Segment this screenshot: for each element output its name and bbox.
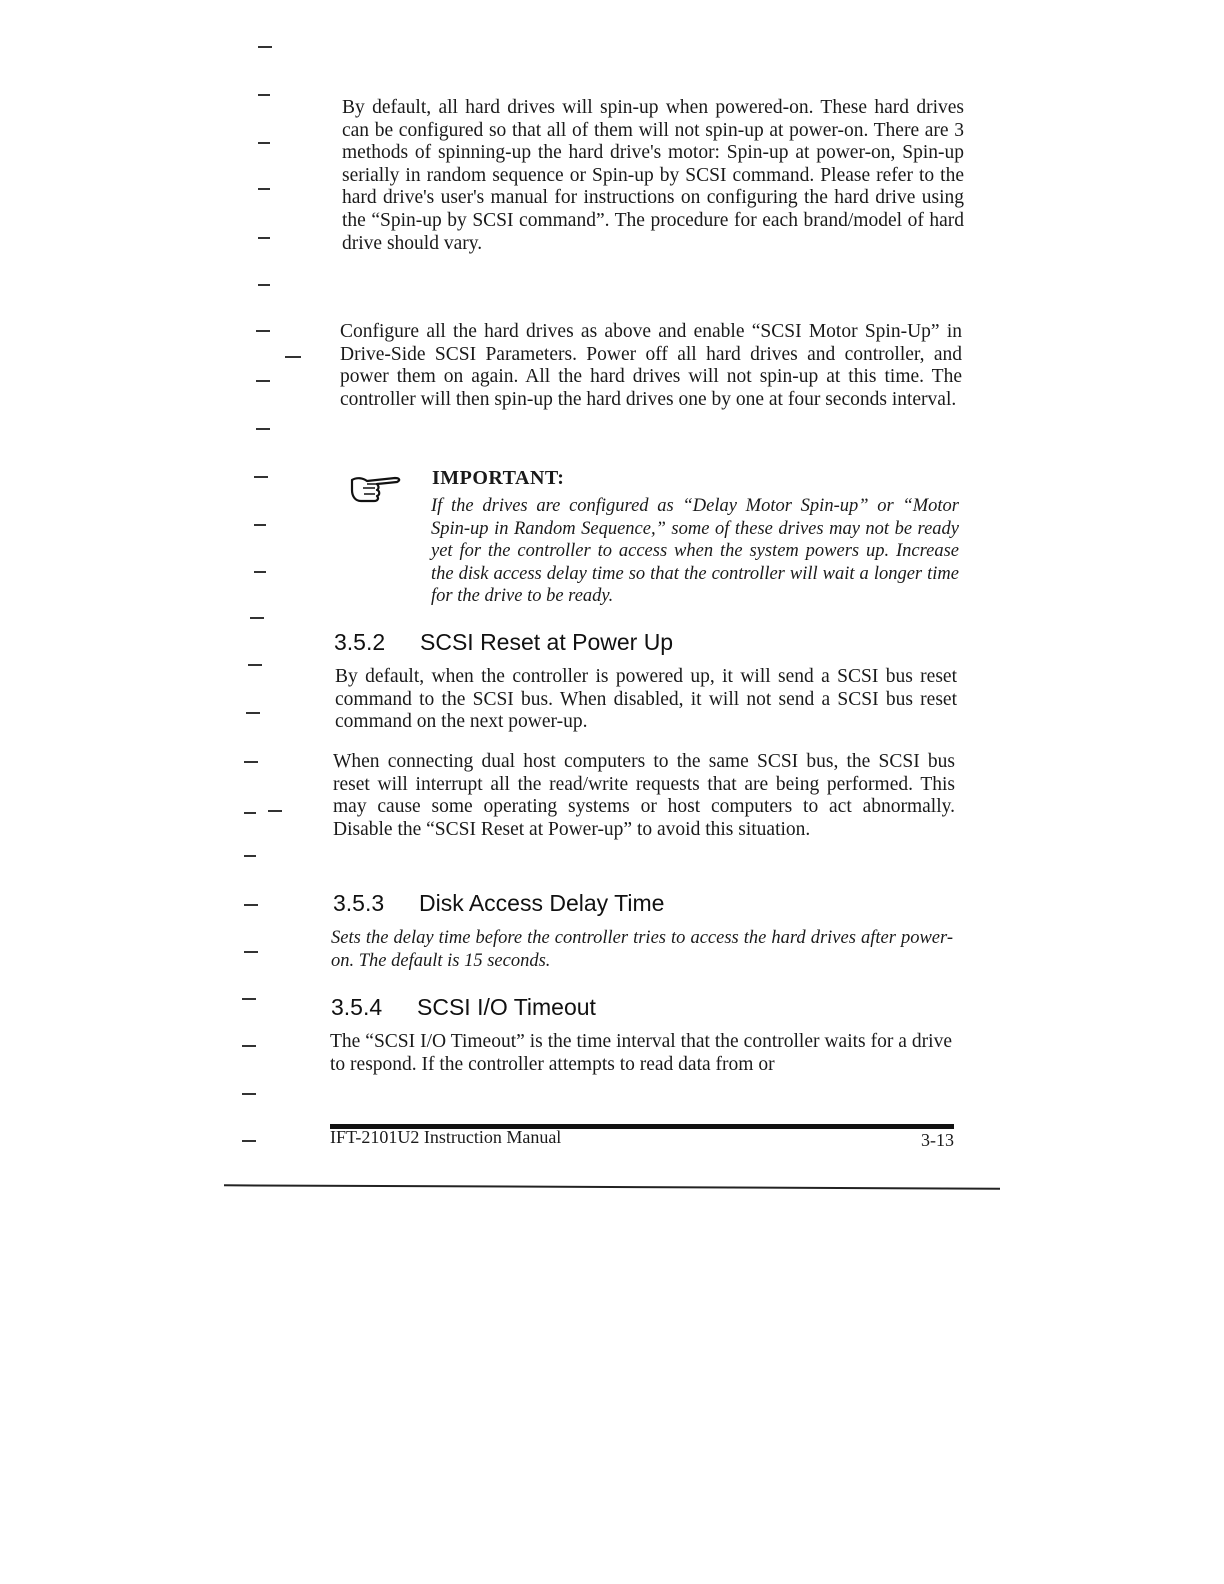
section-title: SCSI I/O Timeout — [417, 994, 596, 1020]
section-heading-3-5-4 — [331, 994, 596, 1021]
section-number: 3.5.2 — [334, 629, 386, 655]
pointing-hand-icon — [349, 472, 403, 504]
delay-time-paragraph: Sets the delay time before the controller tries to access the hard drives after power-on. The default is 15 seconds. — [331, 928, 953, 971]
section-number: 3.5.4 — [331, 994, 383, 1020]
page-bottom-rule — [224, 1184, 1000, 1189]
section-number: 3.5.3 — [333, 890, 385, 916]
spinup-configure-paragraph: Configure all the hard drives as above and enable “SCSI Motor Spin-Up” in Drive-Side SCSI Parameters. Power off all hard drives and controller, and power them on again. All the hard drives will not spin-up at this time. The controller will then spin-up the hard drives one by one at four seconds interval. — [340, 321, 962, 410]
section-heading-3-5-2 — [334, 629, 673, 656]
section-title: Disk Access Delay Time — [419, 890, 665, 916]
reset-dual-host-paragraph: When connecting dual host computers to the same SCSI bus, the SCSI bus reset will interrupt all the read/write requests that are being performed. This may cause some operating systems or host computers to act abnormally. Disable the “SCSI Reset at Power-up” to avoid this situation. — [333, 751, 955, 840]
footer-page-number: 3-13 — [921, 1130, 954, 1150]
spinup-default-paragraph: By default, all hard drives will spin-up when powered-on. These hard drives can be configured so that all of them will not spin-up at power-on. There are 3 methods of spinning-up the hard drive's motor: Spin-up at power-on, Spin-up serially in random sequence or Spin-up by SCSI command. Please refer to the hard drive's user's manual for instructions on configuring the hard drive using the “Spin-up by SCSI command”. The procedure for each brand/model of hard drive should vary. — [342, 97, 964, 254]
important-title: IMPORTANT: — [432, 467, 565, 489]
section-title: SCSI Reset at Power Up — [420, 629, 674, 655]
important-text: If the drives are configured as “Delay Motor Spin-up” or “Motor Spin-up in Random Sequence,” some of these drives may not be ready yet for the controller to access when the system powers up. Increase the disk access delay time so that the controller will wait a longer time for the drive to be ready. — [431, 496, 959, 607]
reset-default-paragraph: By default, when the controller is powered up, it will send a SCSI bus reset command to the SCSI bus. When disabled, it will not send a SCSI bus reset command on the next power-up. — [335, 666, 957, 733]
io-timeout-paragraph: The “SCSI I/O Timeout” is the time interval that the controller waits for a drive to respond. If the controller attempts to read data from or — [330, 1031, 952, 1075]
section-heading-3-5-3 — [333, 890, 664, 917]
footer-manual-title: IFT-2101U2 Instruction Manual — [330, 1127, 562, 1147]
